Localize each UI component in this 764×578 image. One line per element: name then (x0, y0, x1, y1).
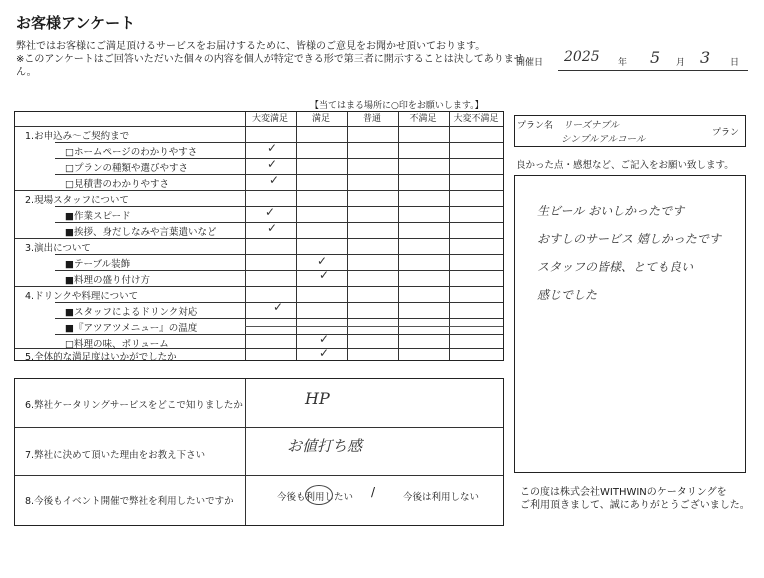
comment-line-2: おすしのサービス 嬉しかったです (537, 232, 721, 246)
item-table-deco: ■テーブル装飾 (65, 259, 131, 270)
check-mark: ✓ (319, 268, 330, 282)
check-mark: ✓ (273, 300, 284, 314)
item-manners: ■挨拶、身だしなみや言葉遣いなど (65, 227, 217, 238)
question-7: 7.弊社に決めて頂いた理由をお教え下さい (25, 450, 206, 461)
comment-label: 良かった点・感想など、ご記入をお願い致します。 (516, 160, 734, 171)
plan-label: プラン名 (517, 121, 554, 131)
check-mark: ✓ (267, 157, 278, 171)
date-label: 開催日 (516, 58, 544, 68)
section-2: 2.現場スタッフについて (25, 195, 129, 206)
section-4: 4.ドリンクや料理について (25, 291, 139, 302)
section-1: 1.お申込み～ご契約まで (25, 131, 130, 142)
item-drink: ■スタッフによるドリンク対応 (65, 307, 198, 318)
selected-circle (305, 485, 333, 505)
lower-questions (14, 378, 504, 526)
item-estimate: □見積書のわかりやすさ (65, 179, 169, 190)
col-dissatisfied: 不満足 (409, 114, 437, 124)
answer-6: HP (305, 389, 330, 408)
item-hot-menu: ■『アツアツメニュー』の温度 (65, 323, 198, 334)
satisfaction-table (14, 111, 504, 361)
check-mark: ✓ (319, 332, 330, 346)
date-day: 3 (700, 48, 711, 67)
option-use-again: 今後も利用したい (277, 492, 354, 503)
date-year: 2025 (564, 49, 600, 65)
date-year-unit: 年 (618, 58, 628, 68)
survey-title: お客様アンケート (16, 14, 136, 32)
check-mark: ✓ (319, 346, 330, 360)
col-very-satisfied: 大変満足 (251, 114, 288, 124)
check-mark: ✓ (267, 141, 278, 155)
answer-7: お値打ち感 (287, 437, 363, 455)
plan-value: リーズナブル (563, 120, 619, 131)
date-month-unit: 月 (676, 58, 686, 68)
intro-line-2: ※このアンケートはご回答いただいた個々の内容を個人が特定できる形で第三者に開示することは決してありませ (16, 54, 524, 65)
check-mark: ✓ (317, 254, 328, 268)
item-plating: ■料理の盛り付け方 (65, 275, 150, 286)
item-taste: □料理の味、ボリューム (65, 339, 169, 350)
col-satisfied: 満足 (311, 114, 330, 124)
comment-line-3: スタッフの皆様、とても良い (537, 260, 694, 274)
item-speed: ■作業スピード (65, 211, 131, 222)
item-homepage: □ホームページのわかりやすさ (65, 147, 198, 158)
thanks-line-1: この度は株式会社WITHWINのケータリングを (520, 487, 727, 498)
plan-value-2: シンプルアルコール (561, 134, 646, 145)
intro-text (16, 40, 524, 79)
plan-suffix: プラン (711, 128, 739, 138)
intro-line-1: 弊社ではお客様にご満足頂けるサービスをお届けするために、皆様のご意見をお聞かせ頂いております。 (16, 41, 486, 52)
check-mark: ✓ (267, 221, 278, 235)
event-date (514, 48, 748, 72)
col-neutral: 普通 (362, 114, 381, 124)
date-day-unit: 日 (730, 58, 740, 68)
question-8: 8.今後もイベント開催で弊社を利用したいですか (25, 496, 234, 507)
section-5: 5.全体的な満足度はいかがでしたか (25, 352, 177, 363)
check-mark: ✓ (269, 173, 280, 187)
comment-line-4: 感じでした (537, 288, 598, 302)
intro-line-3: ん。 (16, 67, 37, 78)
thanks-message (520, 486, 750, 512)
instruction-text: 【当てはまる場所に○印をお願いします。】 (310, 101, 484, 111)
item-plan-types: □プランの種類や選びやすさ (65, 163, 188, 174)
question-6: 6.弊社ケータリングサービスをどこで知りましたか (25, 400, 243, 411)
option-separator: / (371, 485, 376, 499)
plan-name-box (514, 115, 746, 147)
strike-line (245, 326, 503, 327)
col-very-dissatisfied: 大変不満足 (453, 114, 499, 124)
thanks-line-2: ご利用頂きまして、誠にありがとうございました。 (520, 500, 750, 511)
check-mark: ✓ (265, 205, 276, 219)
comment-box (514, 175, 746, 473)
option-not-use: 今後は利用しない (403, 492, 480, 503)
comment-line-1: 生ビール おいしかったです (537, 204, 685, 218)
section-3: 3.演出について (25, 243, 91, 254)
date-month: 5 (650, 48, 661, 67)
